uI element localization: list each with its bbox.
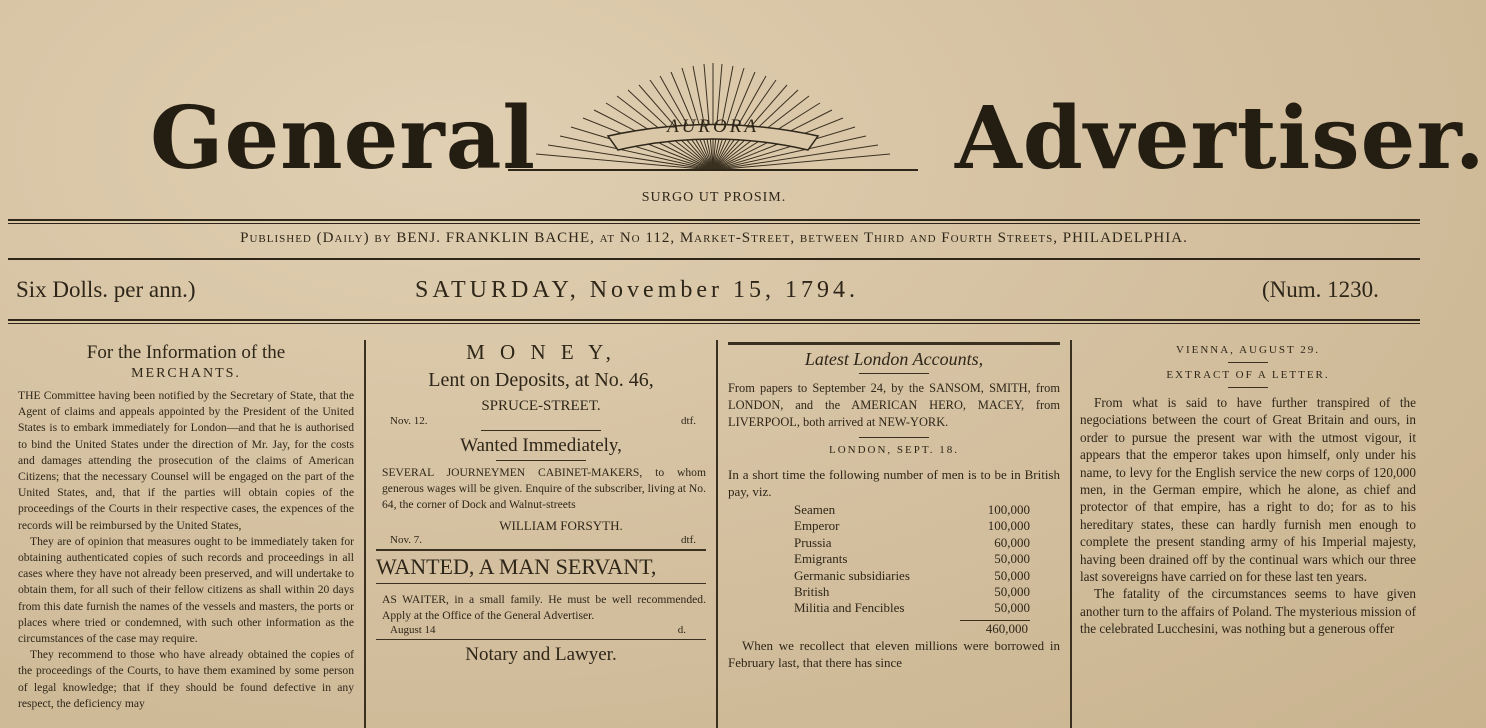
servant-ad-text: AS WAITER, in a small family. He must be well recommended. Apply at the Office of the General Advertiser.	[382, 592, 706, 622]
masthead-title-left: General	[150, 88, 537, 189]
ad-divider	[376, 549, 706, 551]
british-pay-label: Militia and Fencibles	[794, 600, 905, 616]
vienna-paragraph: From what is said to have further transpired of the negociations between the court of Great Britain and ours, in order to pursue the present war with the utmost vigour, it appears that the emperor takes upon himself, only under his name, to levy for the English service the new corps of 120,000 men, in the German empire, which he alone, as chief and protector of that empire, has a right to do; for as to his hereditary states, these can hardly furnish men enough to complete the present standing army of his Imperial majesty, having been drained off by the continual wars which our three last sovereigns have carried on for these last ten years.	[1080, 395, 1416, 585]
column-vienna	[1080, 340, 1416, 728]
british-pay-value: 60,000	[994, 534, 1030, 550]
section-rule	[728, 342, 1060, 345]
masthead-motto: SURGO UT PROSIM.	[641, 190, 787, 205]
wanted-ad-title: Wanted Immediately,	[460, 435, 622, 456]
aurora-emblem	[508, 58, 918, 193]
british-pay-label: Seamen	[794, 502, 836, 517]
british-pay-value: 50,000	[994, 567, 1030, 583]
london-paragraph: When we recollect that eleven millions were borrowed in February last, that there has since	[728, 637, 1060, 670]
ad-date: August 14	[390, 624, 436, 637]
british-pay-value: 50,000	[994, 584, 1030, 600]
ad-divider	[481, 430, 601, 431]
money-ad-footer	[376, 415, 706, 427]
british-pay-row	[794, 568, 1030, 584]
british-pay-label: Emigrants	[794, 551, 848, 567]
vienna-paragraph: The fatality of the circumstances seems to have given another turn to the affairs of Poland. The mysterious mission of the celebrated Lucchesini, was nothing but a generous offer	[1080, 586, 1416, 637]
notice-subheading: MERCHANTS.	[131, 366, 241, 381]
column-merchants-notice	[18, 340, 354, 728]
british-pay-row	[794, 600, 1030, 616]
servant-ad-title: WANTED, A MAN SERVANT,	[376, 553, 657, 579]
dateline-rule	[8, 319, 1420, 321]
vienna-dateline: VIENNA, AUGUST 29.	[1176, 344, 1320, 356]
british-pay-value: 50,000	[994, 551, 1030, 567]
british-pay-table	[728, 502, 1060, 617]
wanted-ad-footer	[376, 534, 706, 546]
london-title: Latest London Accounts,	[804, 349, 984, 369]
london-dateline: LONDON, SEPT. 18.	[828, 444, 960, 456]
ad-mark: dtf.	[681, 533, 696, 546]
british-pay-value: 50,000	[994, 600, 1030, 616]
column-divider	[364, 340, 366, 728]
masthead-title-right: Advertiser.	[955, 88, 1486, 189]
british-pay-row	[794, 535, 1030, 551]
section-divider	[859, 437, 929, 438]
ad-date: Nov. 7.	[390, 533, 422, 546]
british-pay-row	[794, 502, 1030, 518]
british-pay-label: Emperor	[794, 518, 840, 534]
dateline-rule-thin	[8, 323, 1420, 324]
ad-divider	[376, 639, 706, 640]
money-ad-line: Lent on Deposits, at No. 46,	[428, 369, 654, 391]
masthead-rule-top	[8, 219, 1420, 221]
masthead-rule-thin	[8, 223, 1420, 224]
ad-mark: dtf.	[681, 415, 696, 427]
notice-paragraph: They are of opinion that measures ought to be immediately taken for obtaining authenticated copies of such records and proceedings in all cases where they have not already been preserved, and will undertake to obtain them, for all such of their fellow citizens as shall within 20 days from this date furnish the names of the vessels and masters, the ports or places where tried or condemned, with such other information as the circumstances of the case may require.	[18, 534, 354, 646]
british-pay-row	[794, 518, 1030, 534]
publisher-line: Published (Daily) by BENJ. FRANKLIN BACHE, at No 112, Market-Street, between Third and Fourth Streets, PHILADELPHIA.	[240, 230, 1188, 246]
ad-date: Nov. 12.	[390, 415, 428, 427]
column-divider	[716, 340, 718, 728]
notice-paragraph: THE Committee having been notified by the Secretary of State, that the Agent of claims and appeals appointed by the President of the United States is to embark immediately for London—and that he is authorised to bind the United States under the direction of Mr. Jay, for the costs and damages attending the prosecution of the claims of American Citizens; that the necessary Counsel will be engaged on the part of the United States, and, that if the parties will obtain copies of the proceedings of the Courts in their respective cases, the expences of the records will be reimbursed by the United States,	[18, 389, 354, 532]
section-divider	[1228, 387, 1268, 388]
subscription-price: Six Dolls. per ann.)	[16, 277, 196, 302]
british-pay-total: 460,000	[985, 620, 1028, 636]
column-london-accounts	[728, 340, 1060, 728]
column-divider	[1070, 340, 1072, 728]
notice-heading: For the Information of the	[86, 342, 286, 363]
section-divider	[1228, 362, 1268, 363]
british-pay-value: 100,000	[987, 518, 1030, 534]
column-advertisements	[376, 340, 706, 728]
ad-divider	[376, 583, 706, 584]
wanted-ad-signature: WILLIAM FORSYTH.	[499, 517, 623, 533]
section-divider	[859, 373, 929, 374]
servant-ad-footer	[376, 624, 706, 636]
notary-ad-title: Notary and Lawyer.	[465, 644, 617, 666]
british-pay-label: Germanic subsidiaries	[794, 567, 910, 583]
british-pay-label: British	[794, 584, 830, 600]
aurora-label: AURORA	[667, 116, 759, 137]
money-ad-title: M O N E Y,	[466, 340, 616, 364]
ad-divider	[496, 460, 586, 461]
london-paragraph: In a short time the following number of men is to be in British pay, viz.	[728, 467, 1060, 499]
british-pay-value: 100,000	[987, 502, 1030, 517]
ad-mark: d.	[677, 624, 686, 637]
notice-paragraph: They recommend to those who have already obtained the copies of the proceedings of the Courts, to have them examined by some person of legal knowledge; that if they should be found defective in any respect, the deficiency may	[18, 648, 354, 710]
british-pay-row	[794, 584, 1030, 600]
issue-number: (Num. 1230.	[1262, 277, 1379, 302]
wanted-ad-text: SEVERAL JOURNEYMEN CABINET-MAKERS, to whom generous wages will be given. Enquire of the subscriber, living at No. 64, the corner of Dock and Walnut-streets	[382, 466, 706, 512]
issue-date: SATURDAY, November 15, 1794.	[415, 277, 860, 303]
london-intro: From papers to September 24, by the SANSOM, SMITH, from LONDON, and the AMERICAN HERO, MACEY, from LIVERPOOL, both arrived at NEW-YORK.	[728, 381, 1060, 429]
vienna-subhead: EXTRACT OF A LETTER.	[1166, 369, 1330, 381]
british-pay-row	[794, 551, 1030, 567]
publisher-rule	[8, 258, 1420, 260]
money-ad-street: SPRUCE-STREET.	[481, 398, 601, 414]
british-pay-label: Prussia	[794, 534, 832, 550]
